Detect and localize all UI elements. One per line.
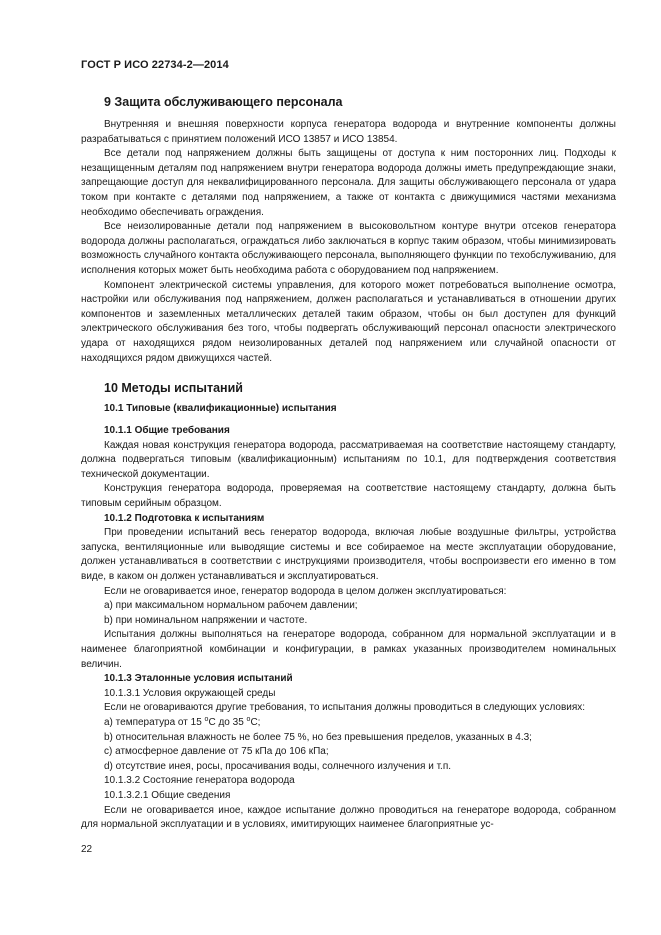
section-10-title: 10 Методы испытаний (104, 381, 243, 396)
subsection-10-1-title: 10.1 Типовые (квалификационные) испытания (104, 403, 337, 415)
temperature-text-middle: С до 35 (208, 716, 247, 728)
document-page (81, 58, 616, 908)
list-item-conditions: d) отсутствие инея, росы, просачивания воды, солнечного излучения и т.п. (104, 760, 452, 772)
section-9-paragraph-1: Внутренняя и внешняя поверхности корпуса генератора водорода и внутренние компоненты должны разрабатываться с принятием положений ИСО 13857 и ИСО 13854. (81, 119, 616, 145)
document-header: ГОСТ Р ИСО 22734-2—2014 (81, 59, 229, 71)
list-item-pressure: c) атмосферное давление от 75 кПа до 106 кПа; (104, 746, 329, 758)
subsection-10-1-2-paragraph-3: Испытания должны выполняться на генераторе водорода, собранном для нормальной эксплуатации и в наименее благоприятной комбинации и конфигурации, в рамках указанных производителем номинальных величин. (81, 629, 616, 670)
list-item: b) при номинальном напряжении и частоте. (104, 614, 308, 626)
section-9-title: 9 Защита обслуживающего персонала (104, 95, 343, 109)
subsection-10-1-1-title: 10.1.1 Общие требования (104, 425, 230, 437)
subsection-10-1-3-2-title: 10.1.3.2 Состояние генератора водорода (104, 775, 295, 787)
section-9-paragraph-3: Все неизолированные детали под напряжением в высоковольтном контуре внутри отсеков генератора водорода должны располагаться, ограждаться либо заключаться в корпус таким образом, чтобы минимизировать возможность случайного контакта обслуживающего персонала, выполняющего функции по техобслуживанию, для исполнения которых может быть необходима работа с оборудованием под напряжением. (81, 221, 616, 276)
section-9-paragraph-2: Все детали под напряжением должны быть защищены от доступа к ним посторонних лиц. Подходы к незащищенным деталям под напряжением внутри генератора водорода должны иметь предупреждающие знаки, запрещающие доступ для неквалифицированного персонала. Для защиты обслуживающего персонала от удара током при контакте с деталями под напряжением, а также от контакта с движущимися частями механизма необходимо обеспечивать ограждения. (81, 148, 616, 218)
section-9-paragraph-4: Компонент электрической системы управления, для которого может потребоваться выполнение осмотра, настройки или обслуживания под напряжением, должен располагаться и устанавливаться в отношении других компонентов и заземленных металлических деталей таким образом, чтобы он был доступен для функций электрического обслуживания без того, чтобы подвергать обслуживающий персонал опасности электрического удара от находящихся рядом неизолированных деталей под напряжением или случайной опасности от находящихся рядом движущихся частей. (81, 279, 616, 364)
degree-mark: о (204, 715, 209, 723)
list-item-humidity: b) относительная влажность не более 75 %, но без превышения пределов, указанных в 4.3; (104, 731, 532, 743)
subsection-10-1-2-paragraph-2: Если не оговаривается иное, генератор водорода в целом должен эксплуатироваться: (104, 585, 507, 597)
page-number: 22 (81, 844, 93, 855)
subsection-10-1-3-1-paragraph-1: Если не оговариваются другие требования, то испытания должны проводиться в следующих условиях: (104, 702, 586, 714)
subsection-10-1-3-title: 10.1.3 Эталонные условия испытаний (104, 673, 293, 685)
subsection-10-1-3-2-1-paragraph-1: Если не оговаривается иное, каждое испытание должно проводиться на генераторе водорода, собранном для нормальной эксплуатации и в условиях, имитирующих наименее благоприятные ус- (81, 804, 616, 831)
temperature-text-end: С; (250, 716, 261, 728)
degree-mark: о (246, 715, 251, 723)
subsection-10-1-1-paragraph-1: Каждая новая конструкция генератора водорода, рассматриваемая на соответствие настоящему стандарту, должна подвергаться типовым (квалификационным) испытаниям по 10.1, для подтверждения соответствия технической документации. (81, 439, 616, 480)
list-item-temperature (81, 716, 616, 731)
list-item: a) при максимальном нормальном рабочем давлении; (104, 600, 358, 612)
subsection-10-1-3-1-title: 10.1.3.1 Условия окружающей среды (104, 687, 276, 699)
subsection-10-1-1-paragraph-2: Конструкция генератора водорода, проверяемая на соответствие настоящему стандарту, должна быть типовым серийным образцом. (81, 483, 616, 510)
temperature-text-start: a) температура от 15 (104, 716, 205, 728)
subsection-10-1-2-paragraph-1: При проведении испытаний весь генератор водорода, включая любые воздушные фильтры, устройства запуска, вентиляционные или выводящие системы и все собираемое на месте эксплуатации оборудование, должен устанавливаться в соответствии с инструкциями производителя, чтобы воспроизвести его именно в том виде, в каком он должен устанавливаться и эксплуатироваться. (81, 527, 616, 583)
subsection-10-1-3-2-1-title: 10.1.3.2.1 Общие сведения (104, 789, 231, 801)
subsection-10-1-2-title: 10.1.2 Подготовка к испытаниям (104, 512, 265, 524)
